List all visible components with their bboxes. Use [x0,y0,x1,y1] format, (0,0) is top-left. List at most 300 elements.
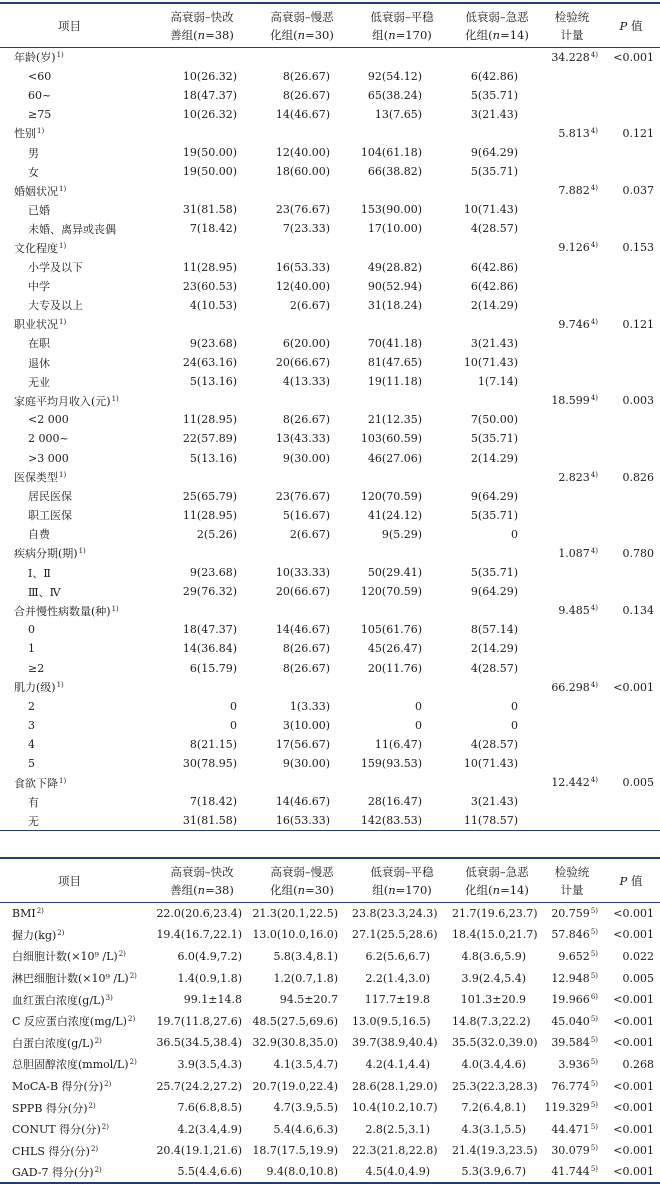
empty-cell [352,601,452,620]
subcategory-label: 5 [28,757,35,771]
group-1-value: 4.2(3.4,4.9) [177,1122,242,1136]
group-3-value: 10.4(10.2,10.7) [352,1101,438,1115]
p-value: 0.268 [622,1057,654,1071]
indicator-row [0,924,660,946]
empty-cell [602,735,660,754]
empty-cell [152,124,252,143]
group-4-value: 3(21.43) [470,795,518,809]
empty-cell [542,525,602,544]
group-4-value: 2(14.29) [470,451,518,465]
group-1-value: 2(5.26) [196,527,237,541]
group-2-value: 23(76.67) [275,489,330,503]
empty-cell [602,143,660,162]
empty-cell [602,659,660,678]
group-3-value: 104(61.18) [360,146,422,160]
subcategory-row [0,716,660,735]
indicator-row [0,903,660,925]
subcategory-label: 60~ [28,88,52,102]
header-statistic: 检验统 计量 [542,3,602,48]
group-2-value: 23(76.67) [275,203,330,217]
empty-cell [602,448,660,467]
group-1-value: 5(13.16) [189,375,237,389]
group-2-value: 5(16.67) [282,508,330,522]
statistic-value: 12.442$^{4)}$ [551,776,598,790]
p-value: <0.001 [613,993,654,1007]
empty-cell [602,620,660,639]
group-3-value: 21(12.35) [367,413,422,427]
group-4-value: 0 [511,527,518,541]
group-2-value: 8(26.67) [282,88,330,102]
p-value: <0.001 [613,1122,654,1136]
group-2-value: 1.2(0.7,1.8) [273,971,338,985]
group-2-value: 9.4(8.0,10.8) [266,1165,338,1179]
subcategory-label: <60 [28,69,52,83]
statistic-value: 19.966$^{6)}$ [551,993,598,1007]
indicator-label: CHLS 得分(分)$^{2)}$ [12,1144,99,1158]
group-2-value: 18(60.00) [275,165,330,179]
group-4-value: 18.4(15.0,21.7) [452,928,538,942]
statistic-value: 2.823$^{4)}$ [558,470,598,484]
subcategory-label: 无 [28,814,39,828]
group-4-value: 10(71.43) [463,356,518,370]
group-1-value: 23(60.53) [182,279,237,293]
group-1-value: 8(21.15) [189,737,237,751]
category-label: 文化程度$^{1)}$ [14,241,67,255]
group-3-value: 50(29.41) [367,566,422,580]
subcategory-label: 无业 [28,375,50,389]
subcategory-row [0,162,660,181]
group-1-value: 3.9(3.5,4.3) [177,1057,242,1071]
group-4-value: 25.3(22.3,28.3) [452,1079,538,1093]
category-row [0,773,660,792]
empty-cell [602,334,660,353]
group-4-value: 4.0(3.4,4.6) [461,1057,526,1071]
p-value: <0.001 [613,1165,654,1179]
empty-cell [602,67,660,86]
category-row [0,315,660,334]
empty-cell [452,678,542,697]
group-1-value: 7(18.42) [189,222,237,236]
subcategory-row [0,506,660,525]
subcategory-label: 女 [28,165,39,179]
table-header-row [0,3,660,48]
indicator-row [0,946,660,968]
clinical-indicators-table [0,857,660,1184]
indicator-row [0,967,660,989]
subcategory-row [0,277,660,296]
subcategory-row [0,86,660,105]
group-3-value: 2.8(2.5,3.1) [365,1122,430,1136]
empty-cell [352,315,452,334]
group-4-value: 101.3±20.9 [460,993,526,1007]
group-4-value: 11(78.57) [463,814,518,828]
subcategory-label: 0 [28,623,35,637]
group-2-value: 4.7(3.9,5.5) [273,1101,338,1115]
empty-cell [602,582,660,601]
group-1-value: 30(78.95) [182,757,237,771]
empty-cell [252,181,352,200]
subcategory-label: 2 000~ [28,432,69,446]
subcategory-row [0,372,660,391]
group-1-value: 25.7(24.2,27.2) [156,1079,242,1093]
category-row [0,391,660,410]
statistic-value: 41.744$^{5)}$ [551,1165,598,1179]
p-value: 0.005 [622,776,654,790]
group-1-value: 22.0(20.6,23.4) [156,907,242,921]
header-group-4: 低衰弱–急恶 化组(n=14) [452,858,542,903]
p-value: 0.121 [622,317,654,331]
subcategory-label: 大专及以上 [28,299,83,313]
group-2-value: 13(43.33) [275,432,330,446]
group-3-value: 46(27.06) [367,451,422,465]
empty-cell [542,296,602,315]
group-3-value: 4.2(4.1,4.4) [365,1057,430,1071]
group-3-value: 120(70.59) [360,489,422,503]
group-3-value: 41(24.12) [367,508,422,522]
subcategory-row [0,811,660,830]
empty-cell [542,448,602,467]
p-value: <0.001 [613,1101,654,1115]
p-value: 0.153 [622,241,654,255]
subcategory-label: 未婚、离异或丧偶 [28,222,116,236]
group-2-value: 20(66.67) [275,585,330,599]
indicator-label: MoCA-B 得分(分)$^{2)}$ [12,1080,112,1094]
group-3-value: 22.3(21.8,22.8) [352,1144,438,1158]
empty-cell [352,238,452,257]
empty-cell [452,773,542,792]
statistic-value: 9.485$^{4)}$ [558,604,598,618]
empty-cell [252,601,352,620]
empty-cell [542,563,602,582]
empty-cell [452,468,542,487]
p-value: <0.001 [613,1079,654,1093]
group-4-value: 5(35.71) [470,566,518,580]
statistic-value: 76.774$^{5)}$ [551,1079,598,1093]
subcategory-label: 2 [28,699,35,713]
indicator-row [0,1032,660,1054]
group-4-value: 5(35.71) [470,165,518,179]
group-2-value: 6(20.00) [282,336,330,350]
category-row [0,678,660,697]
empty-cell [252,468,352,487]
group-1-value: 11(28.95) [182,260,237,274]
subcategory-row [0,754,660,773]
subcategory-row [0,258,660,277]
group-4-value: 6(42.86) [470,279,518,293]
empty-cell [452,238,542,257]
group-4-value: 1(7.14) [477,375,518,389]
indicator-label: 总胆固醇浓度(mmol/L)$^{2)}$ [12,1058,137,1072]
subcategory-row [0,429,660,448]
subcategory-row [0,105,660,124]
group-3-value: 159(93.53) [360,757,422,771]
empty-cell [452,181,542,200]
header-group-3: 低衰弱–平稳 组(n=170) [352,858,452,903]
indicator-row [0,1140,660,1162]
indicator-label: C 反应蛋白浓度$(mg/L)^{2)}$ [12,1015,136,1029]
subcategory-label: 居民医保 [28,490,72,504]
p-value: <0.001 [613,1036,654,1050]
empty-cell [602,563,660,582]
group-2-value: 2(6.67) [289,527,330,541]
subcategory-label: 3 [28,718,35,732]
empty-cell [602,219,660,238]
empty-cell [352,48,452,67]
category-label: 医保类型$^{1)}$ [14,471,67,485]
group-2-value: 14(46.67) [275,795,330,809]
empty-cell [352,124,452,143]
empty-cell [602,506,660,525]
subcategory-row [0,67,660,86]
empty-cell [542,792,602,811]
group-2-value: 48.5(27.5,69.6) [252,1014,338,1028]
group-1-value: 11(28.95) [182,413,237,427]
empty-cell [152,315,252,334]
category-row [0,601,660,620]
subcategory-row [0,697,660,716]
empty-cell [602,277,660,296]
category-label: 食欲下降$^{1)}$ [14,776,67,790]
group-2-value: 16(53.33) [275,814,330,828]
p-value: <0.001 [613,1144,654,1158]
group-1-value: 99.1±14.8 [183,993,242,1007]
group-1-value: 1.4(0.9,1.8) [177,971,242,985]
subcategory-label: 职工医保 [28,509,72,523]
group-1-value: 36.5(34.5,38.4) [156,1036,242,1050]
empty-cell [602,487,660,506]
statistic-value: 30.079$^{5)}$ [551,1144,598,1158]
empty-cell [352,181,452,200]
empty-cell [542,582,602,601]
group-3-value: 90(52.94) [367,279,422,293]
empty-cell [352,468,452,487]
empty-cell [452,315,542,334]
group-4-value: 6(42.86) [470,260,518,274]
indicator-row [0,1010,660,1032]
empty-cell [542,659,602,678]
group-2-value: 13.0(10.0,16.0) [252,928,338,942]
empty-cell [602,525,660,544]
p-value: 0.134 [622,604,654,618]
group-4-value: 2(14.29) [470,298,518,312]
group-1-value: 6.0(4.9,7.2) [177,949,242,963]
group-2-value: 4.1(3.5,4.7) [273,1057,338,1071]
group-3-value: 17(10.00) [367,222,422,236]
empty-cell [452,544,542,563]
empty-cell [452,391,542,410]
group-3-value: 31(18.24) [367,298,422,312]
subcategory-row [0,219,660,238]
p-value: <0.001 [613,1014,654,1028]
subcategory-row [0,792,660,811]
group-4-value: 5(35.71) [470,432,518,446]
subcategory-label: 小学及以下 [28,261,83,275]
group-1-value: 0 [230,699,237,713]
empty-cell [542,735,602,754]
empty-cell [352,391,452,410]
indicator-label: 握力(kg)$^{2)}$ [12,928,65,942]
group-4-value: 9(64.29) [470,146,518,160]
empty-cell [542,219,602,238]
p-value: <0.001 [613,680,654,694]
empty-cell [152,391,252,410]
header-item: 项目 [0,858,152,903]
indicator-row [0,1075,660,1097]
empty-cell [542,353,602,372]
group-4-value: 5(35.71) [470,88,518,102]
empty-cell [542,487,602,506]
subcategory-row [0,410,660,429]
empty-cell [542,506,602,525]
group-4-value: 21.4(19.3,23.5) [452,1144,538,1158]
empty-cell [252,391,352,410]
group-3-value: 117.7±19.8 [364,993,430,1007]
group-3-value: 19(11.18) [367,375,422,389]
p-value: 0.780 [622,546,654,560]
group-2-value: 14(46.67) [275,623,330,637]
statistic-value: 39.584$^{5)}$ [551,1036,598,1050]
empty-cell [152,544,252,563]
group-4-value: 10(71.43) [463,757,518,771]
group-2-value: 20(66.67) [275,356,330,370]
group-4-value: 5(35.71) [470,508,518,522]
group-3-value: 2.2(1.4,3.0) [365,971,430,985]
empty-cell [602,296,660,315]
category-row [0,181,660,200]
group-1-value: 24(63.16) [182,356,237,370]
subcategory-label: >3 000 [28,451,69,465]
group-3-value: 105(61.76) [360,623,422,637]
empty-cell [152,181,252,200]
group-1-value: 4(10.53) [189,298,237,312]
subcategory-row [0,448,660,467]
header-p-value: P 值 [602,3,660,48]
group-1-value: 10(26.32) [182,69,237,83]
subcategory-label: 有 [28,795,39,809]
group-1-value: 22(57.89) [182,432,237,446]
group-1-value: 11(28.95) [182,508,237,522]
header-group-2: 高衰弱–慢恶 化组(n=30) [252,3,352,48]
p-value: <0.001 [613,907,654,921]
subcategory-label: Ⅰ、Ⅱ [28,566,51,580]
demographics-table [0,2,660,831]
group-1-value: 31(81.58) [182,814,237,828]
subcategory-row [0,353,660,372]
group-3-value: 0 [415,699,422,713]
group-3-value: 20(11.76) [367,661,422,675]
empty-cell [252,773,352,792]
statistic-value: 9.126$^{4)}$ [558,241,598,255]
header-group-2: 高衰弱–慢恶 化组(n=30) [252,858,352,903]
empty-cell [252,238,352,257]
group-1-value: 18(47.37) [182,88,237,102]
group-2-value: 8(26.67) [282,642,330,656]
subcategory-label: 已婚 [28,203,50,217]
empty-cell [602,410,660,429]
group-1-value: 19.4(16.7,22.1) [156,928,242,942]
empty-cell [602,792,660,811]
category-label: 疾病分期(期)$^{1)}$ [14,547,86,561]
group-3-value: 11(6.47) [374,737,422,751]
group-2-value: 20.7(19.0,22.4) [252,1079,338,1093]
category-label: 年龄(岁)$^{1)}$ [14,51,64,65]
empty-cell [542,67,602,86]
group-3-value: 49(28.82) [367,260,422,274]
group-4-value: 7.2(6.4,8.1) [461,1101,526,1115]
category-label: 性别$^{1)}$ [14,127,45,141]
group-2-value: 94.5±20.7 [279,993,338,1007]
indicator-label: 白蛋白浓度$(g/L)^{2)}$ [12,1036,102,1050]
p-value: <0.001 [613,928,654,942]
group-1-value: 20.4(19.1,21.6) [156,1144,242,1158]
empty-cell [602,86,660,105]
group-4-value: 0 [511,718,518,732]
group-4-value: 10(71.43) [463,203,518,217]
empty-cell [542,334,602,353]
group-1-value: 31(81.58) [182,203,237,217]
subcategory-row [0,563,660,582]
header-group-4: 低衰弱–急恶 化组(n=14) [452,3,542,48]
header-group-1: 高衰弱–快改 善组(n=38) [152,858,252,903]
group-4-value: 14.8(7.3,22.2) [452,1014,531,1028]
group-2-value: 18.7(17.5,19.9) [252,1144,338,1158]
group-3-value: 27.1(25.5,28.6) [352,928,438,942]
group-2-value: 9(30.00) [282,757,330,771]
header-p-value: P 值 [602,858,660,903]
empty-cell [542,143,602,162]
subcategory-row [0,200,660,219]
subcategory-row [0,582,660,601]
empty-cell [542,410,602,429]
indicator-row [0,1162,660,1184]
group-4-value: 0 [511,699,518,713]
statistic-value: 57.846$^{5)}$ [551,928,598,942]
statistic-value: 9.652$^{5)}$ [558,949,598,963]
indicator-label: 淋巴细胞计数(×10⁹ /L)$^{2)}$ [12,972,137,986]
empty-cell [602,754,660,773]
indicator-row [0,1054,660,1076]
group-2-value: 7(23.33) [282,222,330,236]
category-row [0,238,660,257]
p-value: 0.003 [622,394,654,408]
group-1-value: 5(13.16) [189,451,237,465]
empty-cell [602,697,660,716]
empty-cell [152,48,252,67]
indicator-label: 血红蛋白浓度$(g/L)^{3)}$ [12,993,113,1007]
empty-cell [542,620,602,639]
indicator-label: 白细胞计数(×10⁹ /L)$^{2)}$ [12,950,126,964]
group-2-value: 5.8(3.4,8.1) [273,949,338,963]
statistic-value: 12.948$^{5)}$ [551,971,598,985]
empty-cell [542,277,602,296]
group-4-value: 9(64.29) [470,585,518,599]
empty-cell [152,773,252,792]
header-group-3: 低衰弱–平稳 组(n=170) [352,3,452,48]
empty-cell [152,678,252,697]
empty-cell [452,601,542,620]
subcategory-label: <2 000 [28,413,69,427]
group-3-value: 28(16.47) [367,795,422,809]
empty-cell [542,200,602,219]
group-4-value: 4(28.57) [470,737,518,751]
group-4-value: 7(50.00) [470,413,518,427]
empty-cell [542,86,602,105]
subcategory-label: 4 [28,737,35,751]
group-3-value: 39.7(38.9,40.4) [352,1036,438,1050]
group-2-value: 4(13.33) [282,375,330,389]
group-2-value: 3(10.00) [282,718,330,732]
group-4-value: 4(28.57) [470,661,518,675]
